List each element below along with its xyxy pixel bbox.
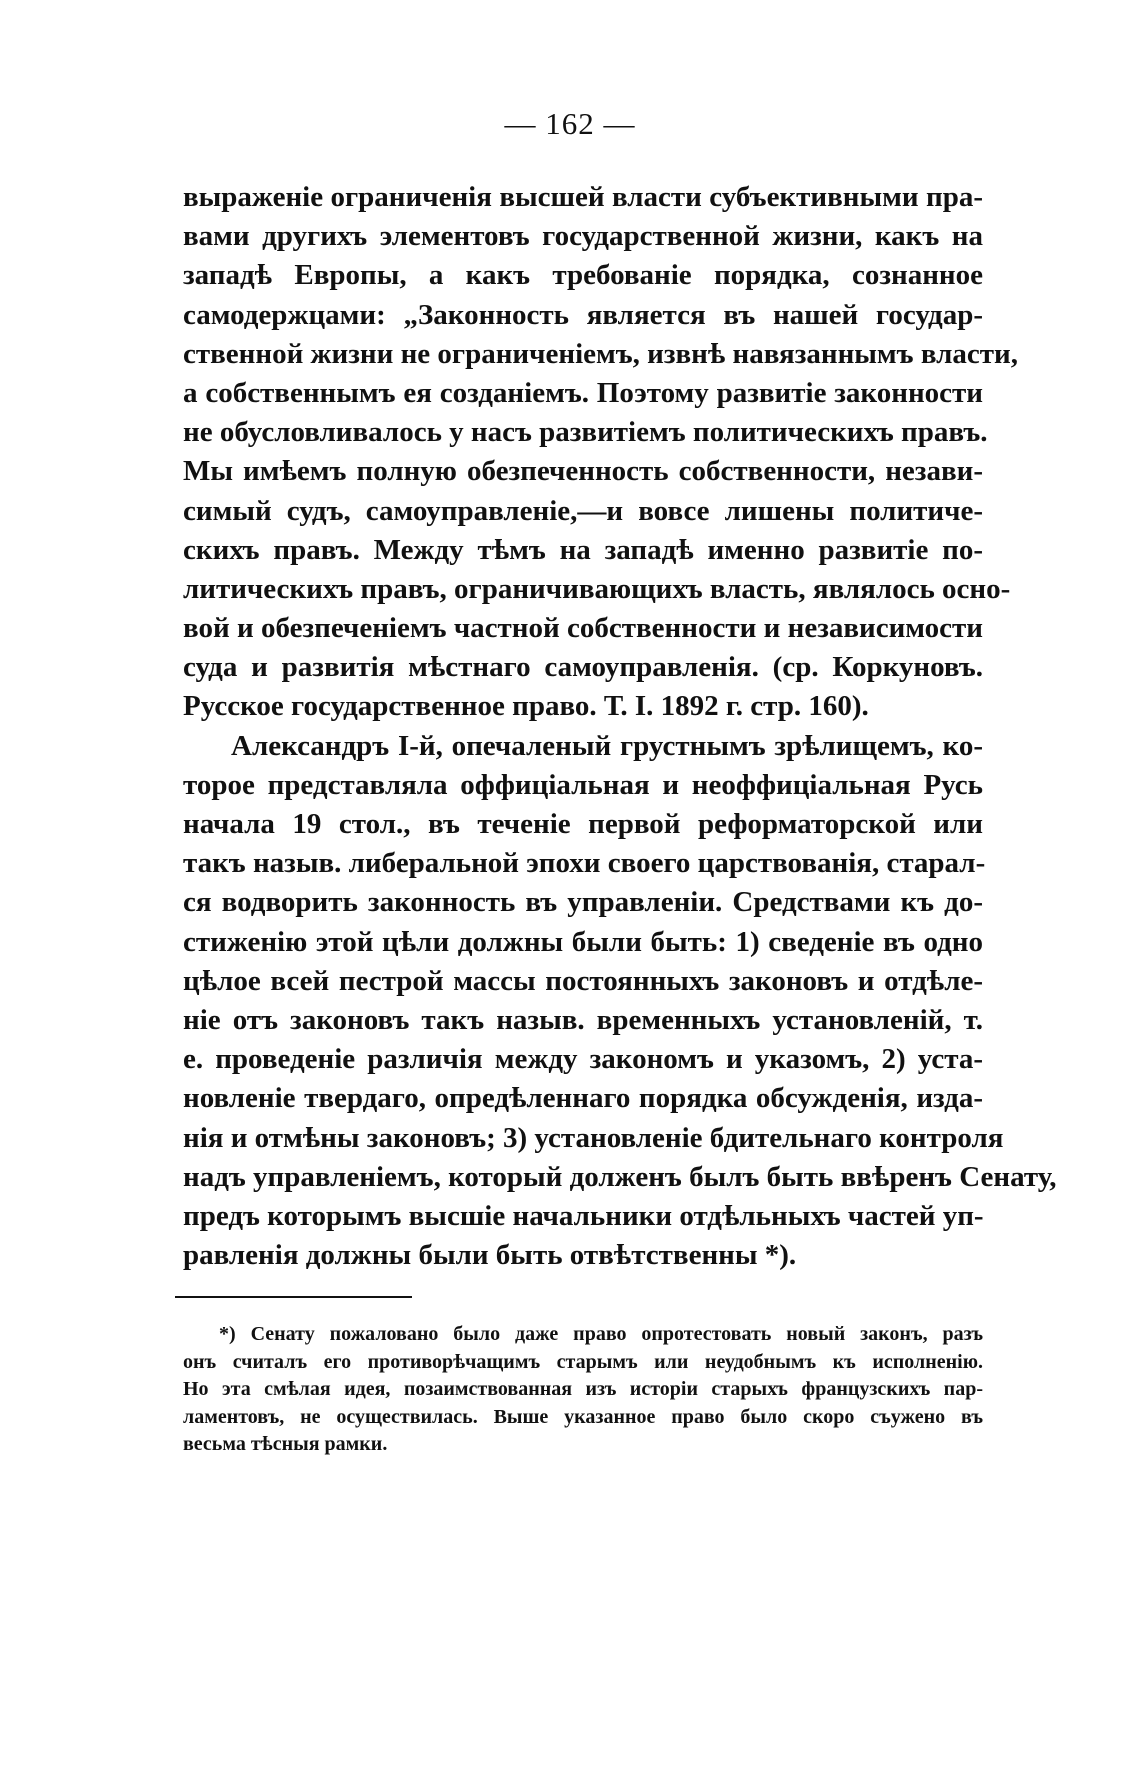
text-line: скихъ правъ. Между тѣмъ на западѣ именно развитіе по-	[183, 533, 983, 566]
text-line: литическихъ правъ, ограничивающихъ власть, являлось осно-	[183, 572, 1011, 605]
text-line: начала 19 стол., въ теченіе первой реформаторской или	[183, 808, 983, 840]
text-line: Мы имѣемъ полную обезпеченность собственности, незави-	[183, 455, 983, 488]
text-line: стиженію этой цѣли должны были быть: 1) сведеніе въ одно	[183, 925, 983, 958]
text-line: ніе отъ законовъ такъ назыв. временныхъ установленій, т.	[183, 1003, 983, 1036]
footnote-line: ламентовъ, не осуществилась. Выше указанное право было скоро съужено въ	[183, 1405, 983, 1428]
text-line: западѣ Европы, а какъ требованіе порядка, сознанное	[183, 259, 983, 292]
footnote-divider	[175, 1296, 412, 1298]
text-line: новленіе твердаго, опредѣленнаго порядка обсужденія, изда-	[183, 1082, 983, 1115]
text-line: ственной жизни не ограниченіемъ, извнѣ навязаннымъ власти,	[183, 337, 1018, 370]
text-line: торое представляла оффиціальная и неоффиціальная Русь	[183, 768, 983, 801]
text-line: вой и обезпеченіемъ частной собственности и независимости	[183, 612, 983, 645]
text-line: а собственнымъ ея созданіемъ. Поэтому развитіе законности	[183, 376, 983, 409]
text-line: е. проведеніе различія между закономъ и указомъ, 2) уста-	[183, 1043, 983, 1076]
footnote-line: *) Сенату пожаловано было даже право опротестовать новый законъ, разъ	[219, 1323, 983, 1345]
text-line: не обусловливалось у насъ развитіемъ политическихъ правъ.	[183, 416, 988, 449]
text-line: нія и отмѣны законовъ; 3) установленіе бдительнаго контроля	[183, 1121, 1004, 1154]
text-line: ся водворить законность въ управленіи. Средствами къ до-	[183, 886, 983, 919]
footnote-line: онъ считалъ его противорѣчащимъ старымъ или неудобнымъ къ исполненію.	[183, 1350, 983, 1373]
text-line: такъ назыв. либеральной эпохи своего царствованія, старал-	[183, 847, 986, 880]
text-line: вами другихъ элементовъ государственной жизни, какъ на	[183, 220, 983, 253]
footnote	[183, 1321, 983, 1459]
text-line: суда и развитія мѣстнаго самоуправленія. (ср. Коркуновъ.	[183, 651, 983, 684]
text-line: Русское государственное право. Т. I. 1892 г. стр. 160).	[183, 690, 869, 723]
text-line: выраженіе ограниченія высшей власти субъективными пра-	[183, 181, 983, 213]
body-text	[183, 178, 1057, 1275]
text-line: надъ управленіемъ, который долженъ былъ быть ввѣренъ Сенату,	[183, 1160, 1057, 1193]
text-line: предъ которымъ высшіе начальники отдѣльныхъ частей уп-	[183, 1199, 984, 1232]
text-line: равленія должны были быть отвѣтственны *).	[183, 1239, 797, 1272]
footnote-line: весьма тѣсныя рамки.	[183, 1433, 388, 1455]
text-line: симый судъ, самоуправленіе,—и вовсе лишены политиче-	[183, 494, 983, 527]
footnote-line: Но эта смѣлая идея, позаимствованная изъ исторіи старыхъ французскихъ пар-	[183, 1378, 983, 1400]
paragraph-start-line: Александръ I-й, опечаленый грустнымъ зрѣлищемъ, ко-	[231, 729, 983, 762]
text-line: цѣлое всей пестрой массы постоянныхъ законовъ и отдѣле-	[183, 964, 983, 997]
text-line: самодержцами: „Законность является въ нашей государ-	[183, 298, 983, 331]
page-number: — 162 —	[504, 106, 636, 141]
